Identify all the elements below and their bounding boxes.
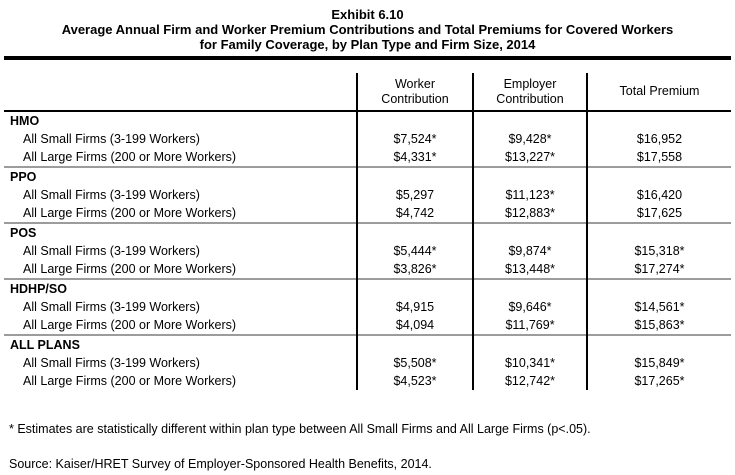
table-row: [4, 316, 731, 335]
header-row: [4, 73, 731, 111]
table-row: [4, 298, 731, 316]
table-row: [4, 148, 731, 167]
empty-cell: [473, 111, 587, 130]
plan-row-hdhp-so: [4, 279, 731, 298]
total-premium-value: $17,265*: [587, 372, 731, 390]
table-row: [4, 186, 731, 204]
total-premium-value: $17,625: [587, 204, 731, 223]
empty-cell: [587, 279, 731, 298]
employer-contribution-value: $12,742*: [473, 372, 587, 390]
employer-contribution-value: $12,883*: [473, 204, 587, 223]
firm-size-label: All Small Firms (3-199 Workers): [23, 300, 200, 314]
title-line-1: Average Annual Firm and Worker Premium Contributions and Total Premiums for Covered Workers: [61, 22, 674, 37]
col-header-worker-contribution: Worker Contribution: [357, 73, 473, 111]
employer-contribution-value: $9,874*: [473, 242, 587, 260]
row-label-header: [4, 73, 357, 111]
worker-contribution-value: $5,508*: [357, 354, 473, 372]
firm-size-label: All Small Firms (3-199 Workers): [23, 132, 200, 146]
firm-size-label: All Small Firms (3-199 Workers): [23, 244, 200, 258]
employer-contribution-value: $9,428*: [473, 130, 587, 148]
worker-contribution-value: $5,297: [357, 186, 473, 204]
empty-cell: [587, 167, 731, 186]
plan-name: HMO: [10, 114, 40, 128]
total-premium-value: $15,863*: [587, 316, 731, 335]
worker-contribution-value: $5,444*: [357, 242, 473, 260]
table-row: [4, 242, 731, 260]
worker-contribution-value: $7,524*: [357, 130, 473, 148]
table-row: [4, 354, 731, 372]
firm-size-label: All Large Firms (200 or More Workers): [23, 150, 237, 164]
empty-cell: [357, 223, 473, 242]
table-row: [4, 130, 731, 148]
total-premium-value: $16,952: [587, 130, 731, 148]
worker-contribution-value: $3,826*: [357, 260, 473, 279]
empty-cell: [357, 167, 473, 186]
plan-name: POS: [4, 223, 357, 242]
plan-row-pos: [4, 223, 731, 242]
empty-cell: [473, 335, 587, 354]
firm-size-label: All Large Firms (200 or More Workers): [23, 318, 237, 332]
empty-cell: [473, 223, 587, 242]
empty-cell: [587, 223, 731, 242]
firm-size-label: All Large Firms (200 or More Workers): [23, 206, 237, 220]
empty-cell: [357, 279, 473, 298]
statistical-footnote: * Estimates are statistically different within plan type between All Small Firms and All Large Firms (p<.05).: [9, 422, 591, 436]
plan-row-hmo: [4, 111, 731, 130]
empty-cell: [473, 167, 587, 186]
employer-contribution-value: $10,341*: [473, 354, 587, 372]
table-row: [4, 260, 731, 279]
firm-size-label: All Large Firms (200 or More Workers): [23, 262, 237, 276]
employer-contribution-value: $11,123*: [473, 186, 587, 204]
plan-row-all-plans: [4, 335, 731, 354]
employer-contribution-value: $9,646*: [473, 298, 587, 316]
empty-cell: [473, 279, 587, 298]
total-premium-value: $16,420: [587, 186, 731, 204]
title-divider-rule: [4, 56, 731, 60]
worker-contribution-value: $4,094: [357, 316, 473, 335]
premium-table: [4, 73, 731, 390]
firm-size-label: All Small Firms (3-199 Workers): [23, 188, 200, 202]
title-line-2: for Family Coverage, by Plan Type and Firm Size, 2014: [199, 37, 536, 52]
worker-contribution-value: $4,742: [357, 204, 473, 223]
total-premium-value: $17,558: [587, 148, 731, 167]
title-block: [4, 7, 731, 52]
table-row: [4, 372, 731, 390]
worker-contribution-value: $4,331*: [357, 148, 473, 167]
total-premium-value: $15,318*: [587, 242, 731, 260]
empty-cell: [587, 111, 731, 130]
total-premium-value: $14,561*: [587, 298, 731, 316]
employer-contribution-value: $13,227*: [473, 148, 587, 167]
firm-size-label: All Small Firms (3-199 Workers): [23, 356, 200, 370]
firm-size-label: All Large Firms (200 or More Workers): [23, 374, 237, 388]
empty-cell: [357, 335, 473, 354]
col-header-employer-contribution: Employer Contribution: [473, 73, 587, 111]
total-premium-value: $15,849*: [587, 354, 731, 372]
employer-contribution-value: $13,448*: [473, 260, 587, 279]
plan-name: ALL PLANS: [4, 335, 357, 354]
total-premium-value: $17,274*: [587, 260, 731, 279]
empty-cell: [357, 111, 473, 130]
exhibit-number: Exhibit 6.10: [331, 7, 404, 22]
table-row: [4, 204, 731, 223]
employer-contribution-value: $11,769*: [473, 316, 587, 335]
col-header-total-premium: Total Premium: [587, 73, 731, 111]
plan-row-ppo: [4, 167, 731, 186]
empty-cell: [587, 335, 731, 354]
worker-contribution-value: $4,523*: [357, 372, 473, 390]
plan-name: PPO: [4, 167, 357, 186]
plan-name: HDHP/SO: [4, 279, 357, 298]
worker-contribution-value: $4,915: [357, 298, 473, 316]
source-note: Source: Kaiser/HRET Survey of Employer-Sponsored Health Benefits, 2014.: [9, 457, 432, 471]
